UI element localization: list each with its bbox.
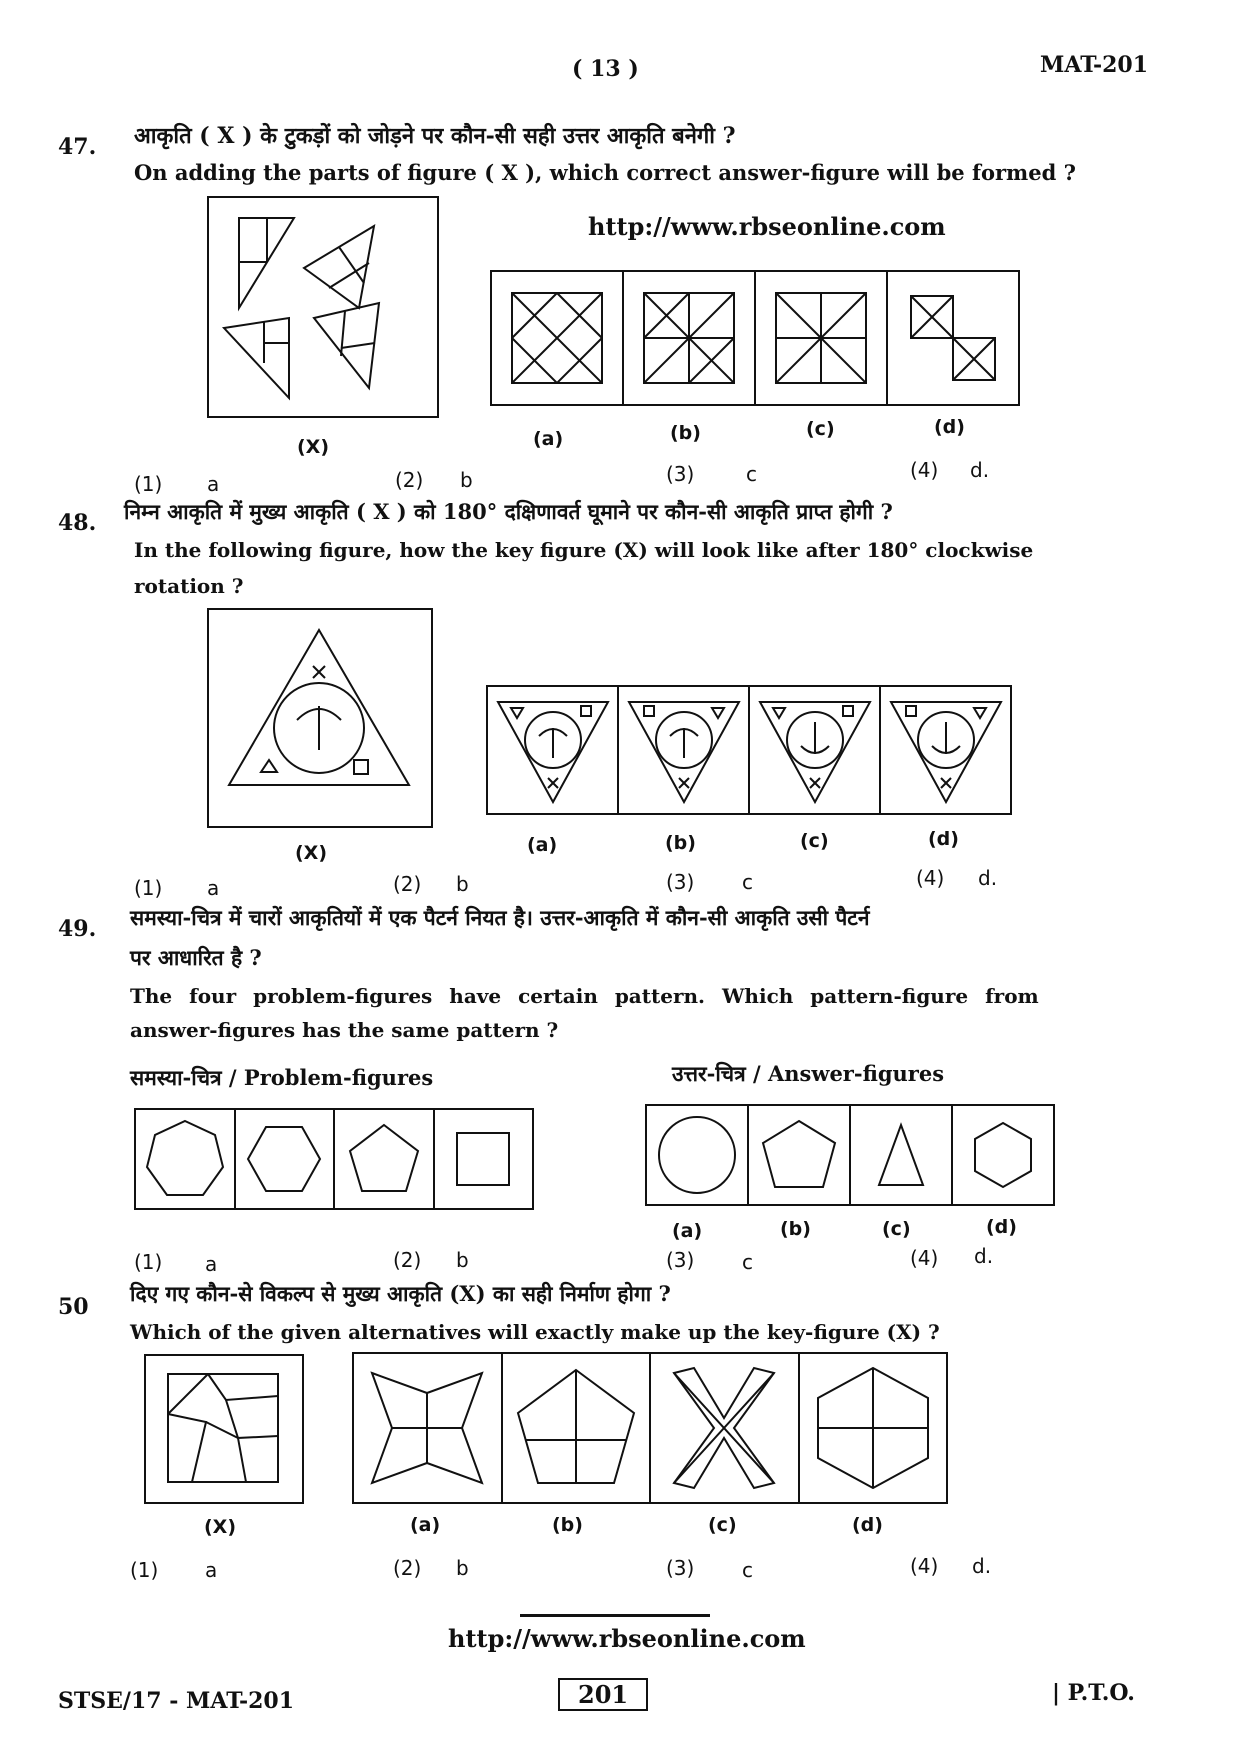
q47-option-2-value: b [460,468,473,492]
q49-option-1-value: a [205,1252,218,1276]
q48-option-1: (1) [134,876,163,900]
q50-option-4-value: d. [972,1554,992,1578]
q50-answer-d [800,1354,947,1502]
q49-problem-hexagon [236,1110,336,1208]
source-url-top: http://www.rbseonline.com [588,212,946,241]
q48-answer-figures [486,685,1012,815]
q48-answer-c [750,687,881,813]
q50-answer-c [651,1354,800,1502]
pto-label: | P.T.O. [1052,1680,1135,1706]
q50-label-b: (b) [552,1514,583,1536]
q47-option-2: (2) [395,468,424,492]
q49-label-a: (a) [672,1220,703,1242]
q47-option-4-value: d. [970,458,990,482]
q48-option-4: (4) [916,866,945,890]
q48-option-2: (2) [393,872,422,896]
q47-key-label: (X) [297,436,330,458]
q49-label-b: (b) [780,1218,811,1240]
q49-english-line1: The four problem-figures have certain pattern. Which pattern-figure from [130,984,1039,1008]
q47-answer-b [624,272,756,404]
footer-divider [520,1614,710,1617]
q49-option-4: (4) [910,1246,939,1270]
q47-label-c: (c) [806,418,835,440]
q47-answer-d [888,272,1018,404]
q47-answer-figures [490,270,1020,406]
question-number-47: 47. [58,134,97,160]
q50-option-1-value: a [205,1558,218,1582]
q50-label-c: (c) [708,1514,737,1536]
q48-english-line2: rotation ? [134,574,244,598]
q48-key-figure [207,608,433,828]
q48-option-1-value: a [207,876,220,900]
q49-hindi-line2: पर आधारित है ? [130,945,262,970]
q50-option-1: (1) [130,1558,159,1582]
q49-option-3: (3) [666,1248,695,1272]
q47-key-figure [207,196,439,418]
q50-answer-figures [352,1352,948,1504]
q47-answer-c [756,272,888,404]
q49-problem-heading: समस्या-चित्र / Problem-figures [130,1065,434,1090]
q50-option-4: (4) [910,1554,939,1578]
q49-problem-heptagon [136,1110,236,1208]
q47-english-text: On adding the parts of figure ( X ), which correct answer-figure will be formed ? [134,160,1076,185]
page-number: ( 13 ) [572,56,639,82]
q49-option-3-value: c [742,1250,753,1274]
q47-label-d: (d) [934,416,965,438]
q50-key-figure [144,1354,304,1504]
q50-label-d: (d) [852,1514,883,1536]
q50-key-label: (X) [204,1516,237,1538]
q49-answer-d [953,1106,1053,1204]
q50-option-3-value: c [742,1558,753,1582]
q49-english-line2: answer-figures has the same pattern ? [130,1018,559,1042]
q48-answer-d [881,687,1010,813]
q47-hindi-text: आकृति ( X ) के टुकड़ों को जोड़ने पर कौन-सी सही उत्तर आकृति बनेगी ? [134,123,736,149]
q49-answer-a [647,1106,749,1204]
q48-label-a: (a) [527,834,558,856]
q47-option-1-value: a [207,472,220,496]
q49-label-c: (c) [882,1218,911,1240]
q50-option-2: (2) [393,1556,422,1580]
footer-page-number: 201 [558,1678,648,1711]
q48-answer-a [488,687,619,813]
q47-label-b: (b) [670,422,701,444]
q49-option-1: (1) [134,1250,163,1274]
q49-option-2: (2) [393,1248,422,1272]
q49-option-4-value: d. [974,1244,994,1268]
q48-answer-b [619,687,750,813]
question-number-48: 48. [58,510,97,536]
q48-label-b: (b) [665,832,696,854]
footer-paper-code: STSE/17 - MAT-201 [58,1688,295,1714]
q47-option-3: (3) [666,462,695,486]
q50-hindi-text: दिए गए कौन-से विकल्प से मुख्य आकृति (X) का सही निर्माण होगा ? [130,1281,671,1306]
q49-option-2-value: b [456,1248,469,1272]
source-url-bottom: http://www.rbseonline.com [448,1624,806,1653]
q50-option-2-value: b [456,1556,469,1580]
q50-answer-a [354,1354,503,1502]
q48-option-3-value: c [742,870,753,894]
q48-hindi-text: निम्न आकृति में मुख्य आकृति ( X ) को 180° दक्षिणावर्त घूमाने पर कौन-सी आकृति प्राप्त होगी ? [124,499,893,524]
q49-answer-c [851,1106,953,1204]
q48-label-d: (d) [928,828,959,850]
q48-option-3: (3) [666,870,695,894]
q47-option-1: (1) [134,472,163,496]
q50-option-3: (3) [666,1556,695,1580]
question-number-49: 49. [58,916,97,942]
q49-problem-figures [134,1108,534,1210]
q48-option-4-value: d. [978,866,998,890]
q49-answer-figures [645,1104,1055,1206]
q50-answer-b [503,1354,652,1502]
q50-label-a: (a) [410,1514,441,1536]
q48-english-line1: In the following figure, how the key figure (X) will look like after 180° clockwise [134,538,1034,562]
q49-problem-pentagon [335,1110,435,1208]
question-number-50: 50 [58,1294,89,1320]
q47-label-a: (a) [533,428,564,450]
paper-code: MAT-201 [1040,52,1149,78]
q48-option-2-value: b [456,872,469,896]
q47-answer-a [492,272,624,404]
q49-answer-b [749,1106,851,1204]
q47-option-4: (4) [910,458,939,482]
q48-key-label: (X) [295,842,328,864]
q49-problem-square [435,1110,533,1208]
q49-label-d: (d) [986,1216,1017,1238]
q49-hindi-line1: समस्या-चित्र में चारों आकृतियों में एक पैटर्न नियत है। उत्तर-आकृति में कौन-सी आकृति उसी पैटर्न [130,905,870,930]
q50-english-text: Which of the given alternatives will exactly make up the key-figure (X) ? [130,1320,940,1344]
q47-option-3-value: c [746,462,757,486]
q48-label-c: (c) [800,830,829,852]
q49-answer-heading: उत्तर-चित्र / Answer-figures [672,1061,945,1086]
